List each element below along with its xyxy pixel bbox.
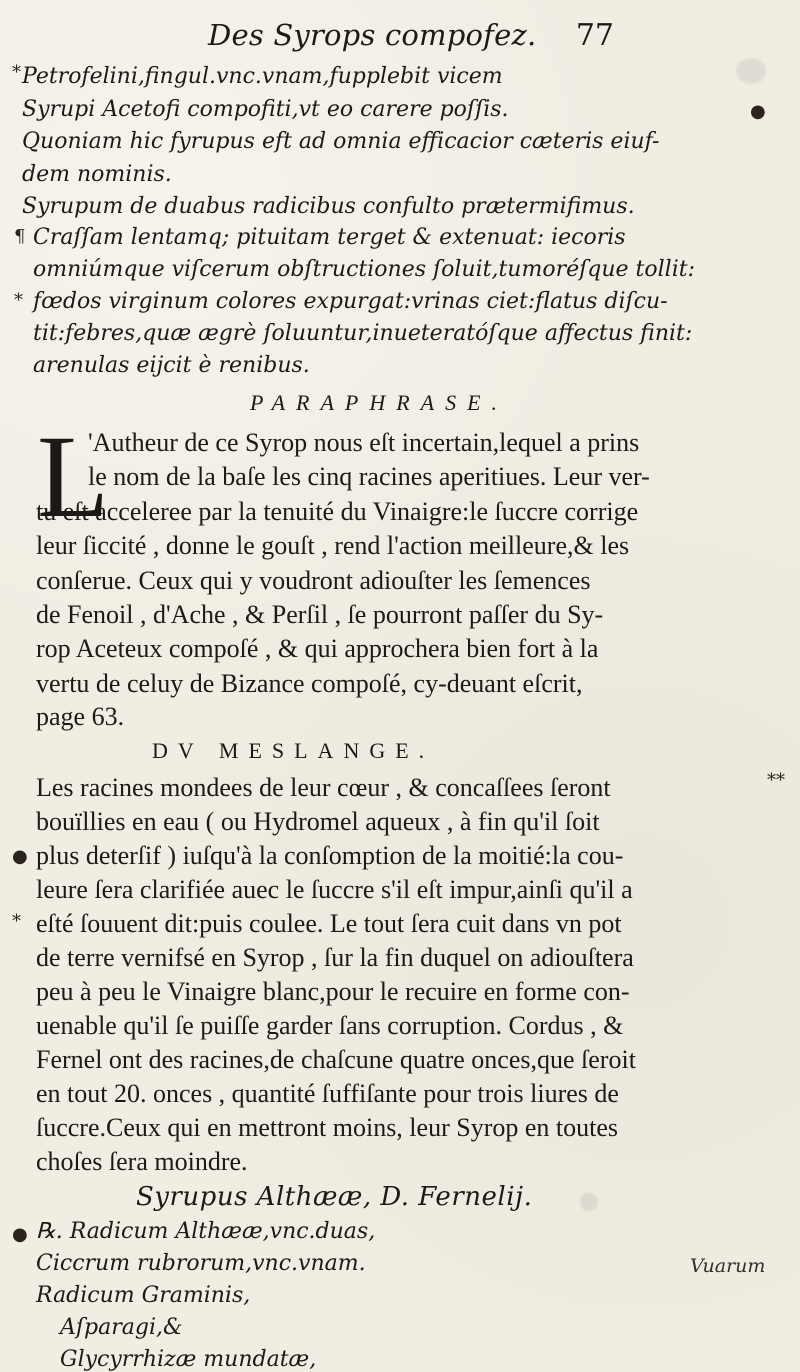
syrup-heading: Syrupus Althææ, D. Fernelij.: [136, 1182, 533, 1212]
latin-line-9: tit:febres,quæ ægrè ſoluuntur,inueteratóſque affectus finit:: [33, 321, 693, 346]
french-2-line-4: leure ſera clarifiée auec le ſuccre s'il eſt impur,ainſi qu'il a: [36, 875, 633, 904]
latin-line-4: dem nominis.: [22, 162, 172, 187]
french-2-line-3: plus deterſif ) iuſqu'à la conſomption de la moitié:la cou-: [36, 841, 624, 870]
asterisk-mark: *: [14, 290, 23, 311]
latin-line-8: fœdos virginum colores expurgat:vrinas ciet:flatus diſcu-: [33, 289, 668, 314]
asterisk-mark: *: [12, 62, 21, 83]
double-asterisk-mark: **: [767, 770, 785, 791]
paraphrase-heading: PARAPHRASE.: [250, 390, 509, 415]
french-1-line-1: 'Autheur de ce Syrop nous eſt incertain,lequel a prins: [88, 428, 640, 457]
recipe-line-4: Aſparagi,&: [60, 1315, 183, 1340]
french-1-line-6: de Fenoil , d'Ache , & Perſil , ſe pourront paſſer du Sy-: [36, 600, 604, 629]
page-number: 77: [575, 18, 614, 53]
latin-line-6: Craſſam lentamq; pituitam terget & extenuat: iecoris: [33, 225, 626, 250]
recipe-line-2: Ciccrum rubrorum,vnc.vnam.: [36, 1251, 366, 1276]
paper-stain: [580, 1193, 598, 1211]
french-2-line-9: Fernel ont des racines,de chaſcune quatre onces,que ſeroit: [36, 1045, 636, 1074]
french-2-line-12: choſes ſera moindre.: [36, 1147, 248, 1176]
catchword: Vuarum: [690, 1255, 766, 1277]
recipe-line-1: ℞. Radicum Althææ,vnc.duas,: [36, 1219, 376, 1244]
latin-line-1: Petrofelini,fingul.vnc.vnam,fupplebit vicem: [22, 64, 503, 89]
french-2-line-6: de terre vernifsé en Syrop , ſur la fin duquel on adiouſtera: [36, 943, 634, 972]
latin-line-10: arenulas eijcit è renibus.: [33, 353, 310, 378]
french-2-line-2: bouïllies en eau ( ou Hydromel aqueux , à fin qu'il ſoit: [36, 807, 600, 836]
bullet-mark: ●: [750, 101, 766, 122]
page-header: [0, 18, 800, 58]
latin-line-7: omniúmque viſcerum obſtructiones ſoluit,tumoréſque tollit:: [33, 257, 695, 282]
french-1-line-8: vertu de celuy de Bizance compoſé, cy-deuant eſcrit,: [36, 669, 583, 698]
mixture-heading: DV MESLANGE.: [152, 738, 435, 763]
french-2-line-5: eſté ſouuent dit:puis coulee. Le tout ſera cuit dans vn pot: [36, 909, 622, 938]
latin-line-5: Syrupum de duabus radicibus confulto prætermifimus.: [22, 194, 635, 219]
paper-stain: [736, 58, 766, 84]
french-1-line-3: tu eſt acceleree par la tenuité du Vinaigre:le ſuccre corrige: [36, 497, 639, 526]
french-1-line-4: leur ſiccité , donne le gouſt , rend l'action meilleure,& les: [36, 531, 630, 560]
recipe-line-5: Glycyrrhizæ mundatæ,: [60, 1347, 317, 1372]
french-1-line-9: page 63.: [36, 702, 125, 731]
recipe-line-3: Radicum Graminis,: [36, 1283, 251, 1308]
bullet-mark: ●: [12, 1224, 28, 1245]
paragraph-mark: ¶: [14, 226, 26, 247]
french-2-line-8: uenable qu'il ſe puiſſe garder ſans corruption. Cordus , &: [36, 1011, 624, 1040]
drop-cap: L: [37, 411, 110, 542]
french-1-line-7: rop Aceteux compoſé , & qui approchera bien fort à la: [36, 634, 599, 663]
french-2-line-10: en tout 20. onces , quantité ſuffiſante pour trois liures de: [36, 1079, 619, 1108]
running-head: Des Syrops compofez.: [208, 18, 537, 52]
french-2-line-1: Les racines mondees de leur cœur , & concaſſees ſeront: [36, 773, 611, 802]
french-1-line-5: conſerue. Ceux qui y voudront adiouſter les ſemences: [36, 566, 591, 595]
asterisk-mark: *: [12, 911, 21, 932]
latin-line-3: Quoniam hic fyrupus eft ad omnia efficacior cæteris eiuf-: [22, 129, 660, 154]
latin-line-2: Syrupi Acetofi compofiti,vt eo carere poſſis.: [22, 97, 509, 122]
bullet-mark: ●: [12, 846, 28, 867]
french-2-line-7: peu à peu le Vinaigre blanc,pour le recuire en forme con-: [36, 977, 630, 1006]
french-1-line-2: le nom de la baſe les cinq racines aperitiues. Leur ver-: [88, 462, 650, 491]
french-2-line-11: ſuccre.Ceux qui en mettront moins, leur Syrop en toutes: [36, 1113, 618, 1142]
